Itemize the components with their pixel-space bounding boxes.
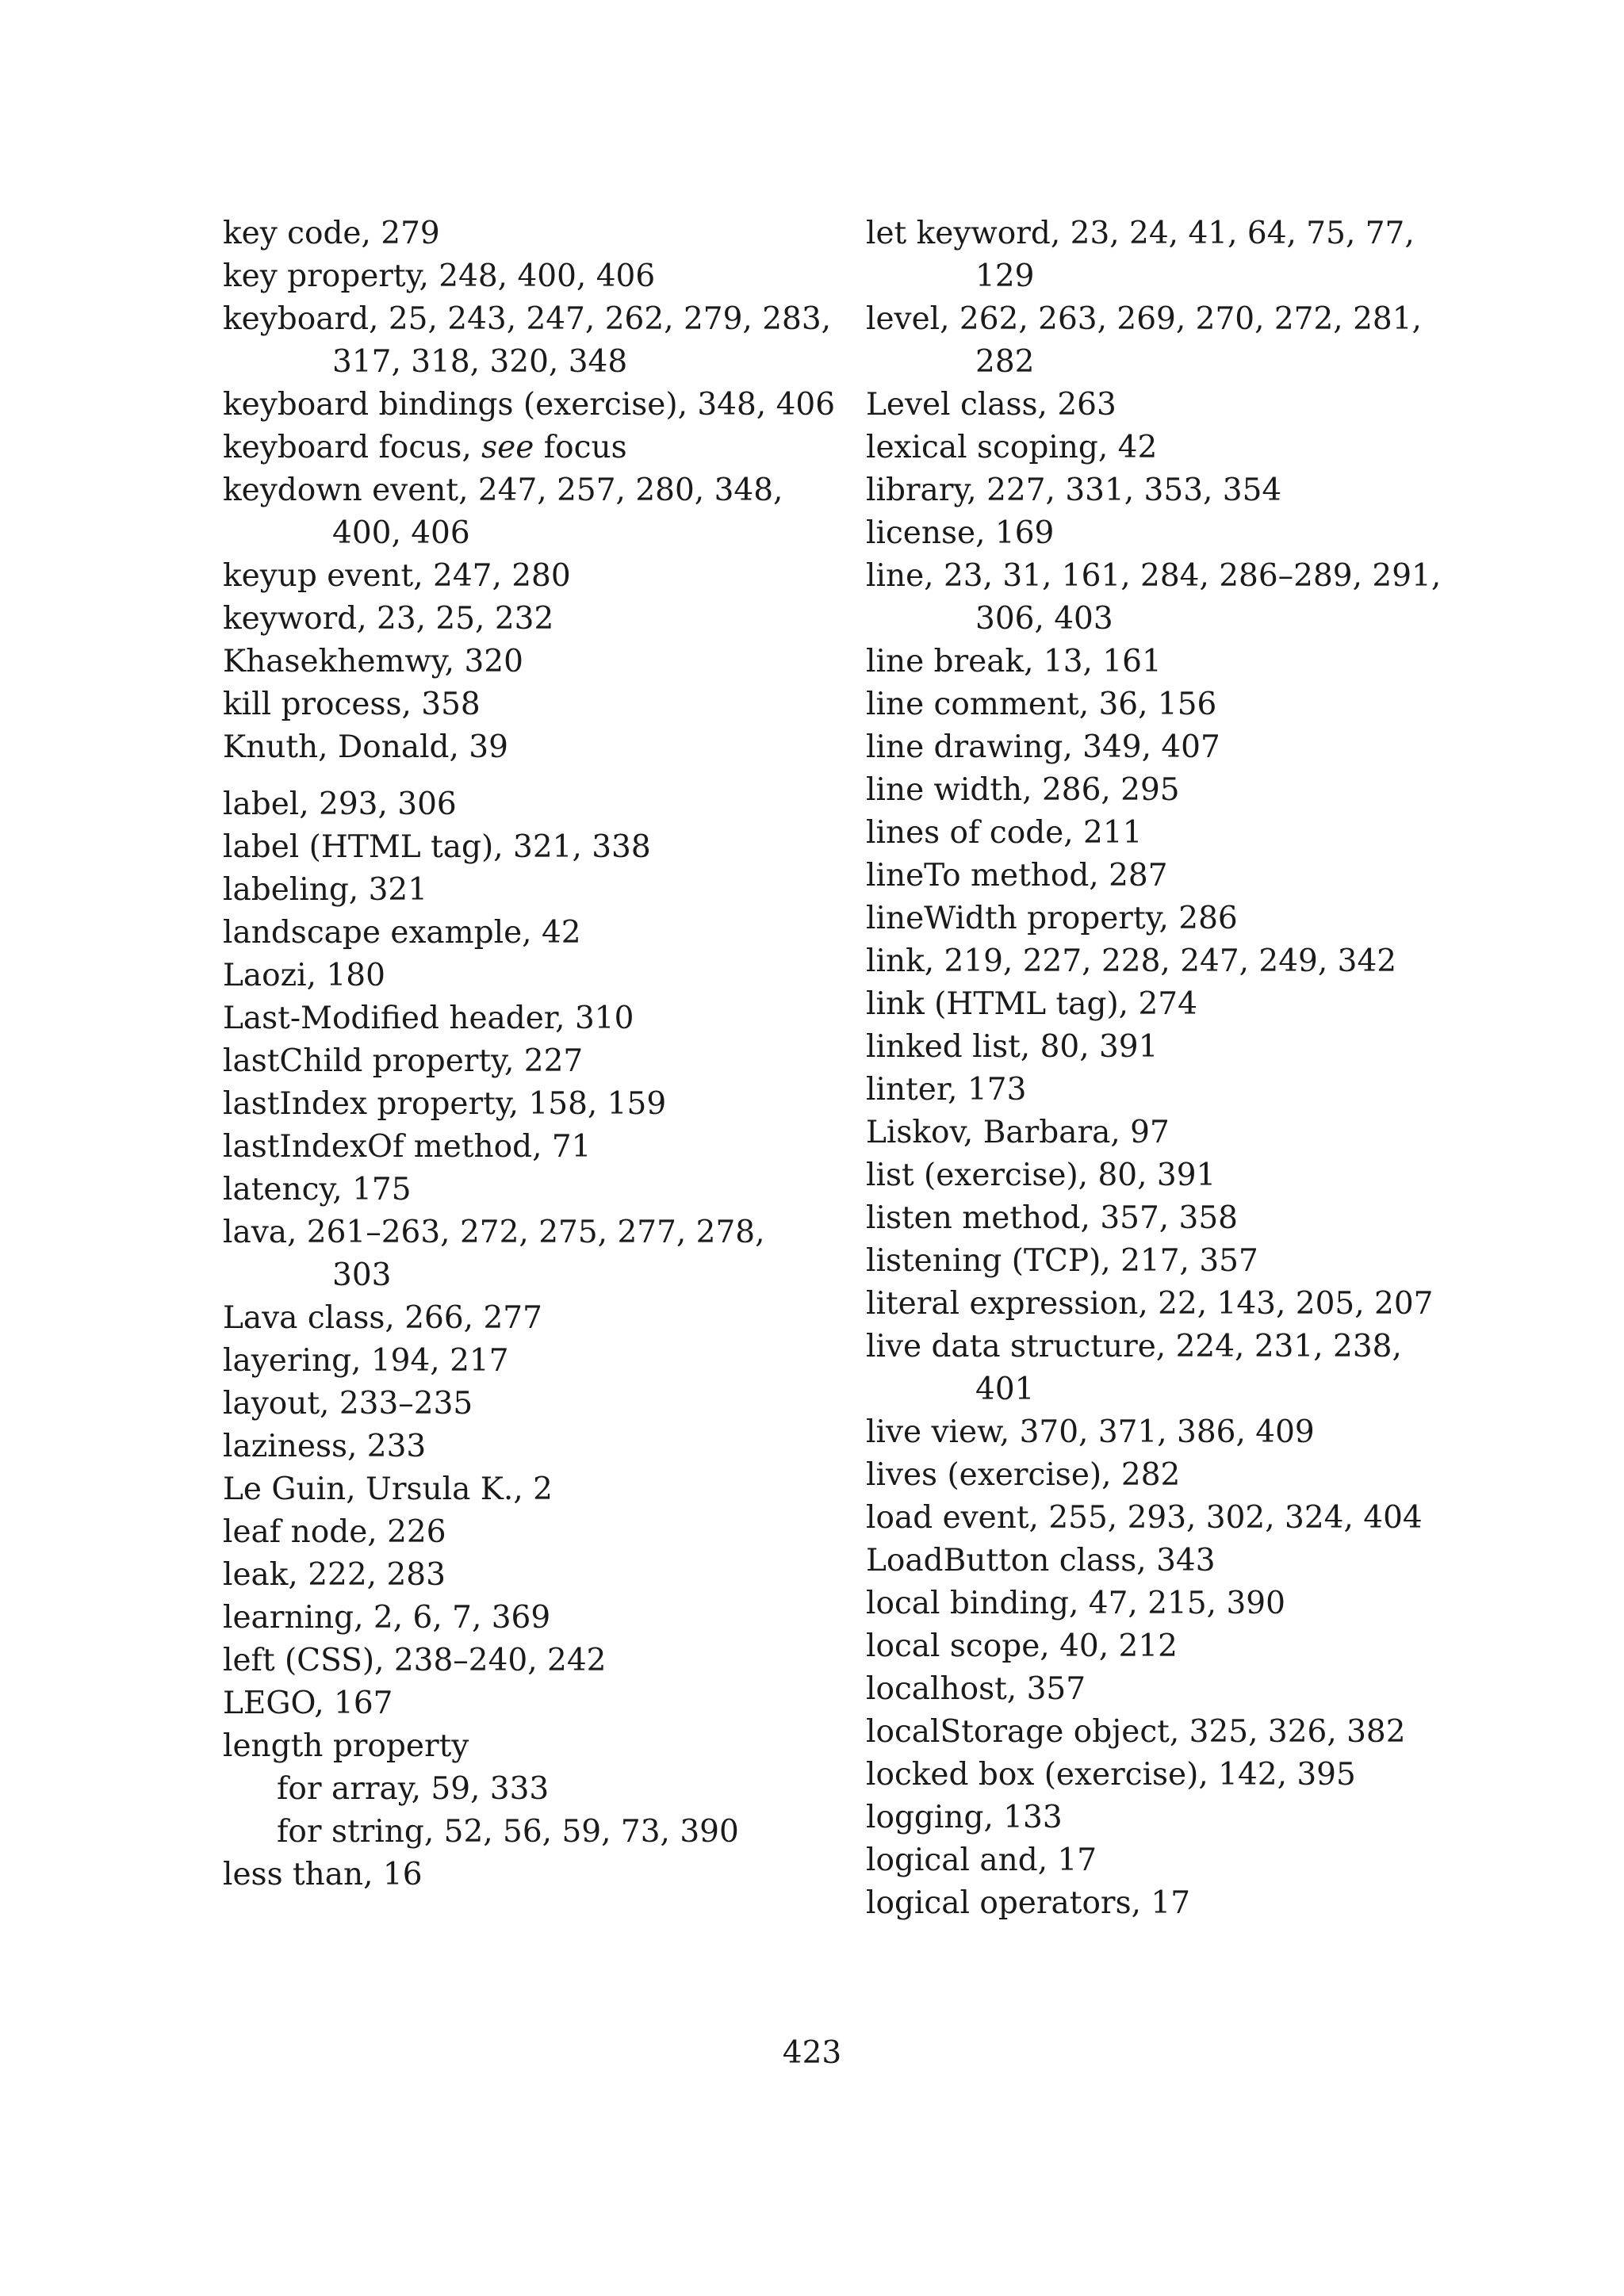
index-entry: Last-Modified header, 310: [223, 1001, 634, 1036]
index-entry: keyboard bindings (exercise), 348, 406: [223, 387, 836, 423]
index-entry: latency, 175: [223, 1172, 412, 1207]
index-entry: library, 227, 331, 353, 354: [866, 473, 1282, 508]
index-entry: Laozi, 180: [223, 958, 385, 993]
index-entry: linter, 173: [866, 1072, 1027, 1108]
index-entry: key property, 248, 400, 406: [223, 258, 656, 294]
index-entry: localhost, 357: [866, 1671, 1086, 1707]
index-entry: link, 219, 227, 228, 247, 249, 342: [866, 943, 1397, 979]
index-entry: Liskov, Barbara, 97: [866, 1115, 1170, 1150]
index-entry: keyboard, 25, 243, 247, 262, 279, 283,: [223, 301, 832, 337]
index-entry-continuation: 282: [975, 344, 1035, 380]
index-entry: let keyword, 23, 24, 41, 64, 75, 77,: [866, 216, 1415, 251]
index-entry: labeling, 321: [223, 872, 428, 908]
index-entry: kill process, 358: [223, 687, 481, 722]
index-entry: localStorage object, 325, 326, 382: [866, 1714, 1406, 1750]
index-entry-continuation: 306, 403: [975, 601, 1113, 637]
index-entry: line comment, 36, 156: [866, 687, 1217, 722]
index-column-left: [223, 212, 836, 1896]
index-entry: logical operators, 17: [866, 1885, 1191, 1921]
index-entry: lexical scoping, 42: [866, 430, 1158, 465]
index-entry-continuation: 401: [975, 1372, 1035, 1407]
index-entry-see-reference: [223, 427, 802, 469]
index-subentry: for array, 59, 333: [277, 1771, 550, 1807]
index-entry: laziness, 233: [223, 1429, 427, 1464]
index-entry-continuation: 317, 318, 320, 348: [332, 344, 628, 380]
index-entry: lineWidth property, 286: [866, 901, 1238, 936]
index-entry: local scope, 40, 212: [866, 1628, 1178, 1664]
see-target: focus: [543, 430, 627, 465]
index-entry: label, 293, 306: [223, 786, 457, 822]
index-entry: landscape example, 42: [223, 915, 581, 951]
index-entry: Lava class, 266, 277: [223, 1300, 542, 1336]
index-entry: local binding, 47, 215, 390: [866, 1586, 1285, 1621]
page-number: 423: [782, 2035, 842, 2071]
index-entry: live data structure, 224, 231, 238,: [866, 1329, 1402, 1364]
index-entry: list (exercise), 80, 391: [866, 1158, 1216, 1193]
index-entry-continuation: 129: [975, 258, 1035, 294]
index-entry: Knuth, Donald, 39: [223, 729, 508, 765]
index-entry: live view, 370, 371, 386, 409: [866, 1414, 1315, 1450]
index-entry: lines of code, 211: [866, 815, 1143, 851]
index-entry: LoadButton class, 343: [866, 1543, 1216, 1578]
index-entry: lineTo method, 287: [866, 858, 1168, 894]
index-entry: lives (exercise), 282: [866, 1457, 1181, 1493]
see-label: see: [481, 430, 534, 465]
index-entry: literal expression, 22, 143, 205, 207: [866, 1286, 1434, 1322]
index-entry: left (CSS), 238–240, 242: [223, 1643, 607, 1678]
index-entry: license, 169: [866, 515, 1055, 551]
index-entry: logical and, 17: [866, 1843, 1097, 1878]
index-entry: keyword, 23, 25, 232: [223, 601, 554, 637]
entry-term: keyboard focus,: [223, 430, 472, 465]
index-entry: keydown event, 247, 257, 280, 348,: [223, 473, 783, 508]
index-entry: length property: [223, 1728, 469, 1764]
index-entry: keyup event, 247, 280: [223, 558, 571, 594]
index-entry: line width, 286, 295: [866, 772, 1180, 808]
index-entry: Khasekhemwy, 320: [223, 644, 523, 679]
index-entry: line break, 13, 161: [866, 644, 1162, 679]
index-entry: leak, 222, 283: [223, 1557, 446, 1593]
index-entry: leaf node, 226: [223, 1514, 446, 1550]
index-entry-continuation: 400, 406: [332, 515, 470, 551]
index-entry: layering, 194, 217: [223, 1343, 509, 1379]
index-entry: label (HTML tag), 321, 338: [223, 829, 651, 865]
index-entry: LEGO, 167: [223, 1686, 393, 1721]
index-entry: learning, 2, 6, 7, 369: [223, 1600, 551, 1636]
index-entry: link (HTML tag), 274: [866, 986, 1197, 1022]
index-entry: linked list, 80, 391: [866, 1029, 1159, 1065]
index-entry: level, 262, 263, 269, 270, 272, 281,: [866, 301, 1422, 337]
index-entry: listening (TCP), 217, 357: [866, 1243, 1258, 1279]
index-entry: locked box (exercise), 142, 395: [866, 1757, 1356, 1793]
index-entry: line, 23, 31, 161, 284, 286–289, 291,: [866, 558, 1442, 594]
index-entry: Le Guin, Ursula K., 2: [223, 1471, 553, 1507]
index-subentry: for string, 52, 56, 59, 73, 390: [277, 1814, 739, 1850]
index-column-right: [866, 212, 1442, 1925]
index-entry: lava, 261–263, 272, 275, 277, 278,: [223, 1215, 765, 1250]
index-entry: lastChild property, 227: [223, 1043, 584, 1079]
index-entry: load event, 255, 293, 302, 324, 404: [866, 1500, 1423, 1536]
index-entry: less than, 16: [223, 1857, 423, 1892]
index-entry: lastIndexOf method, 71: [223, 1129, 592, 1165]
index-entry: line drawing, 349, 407: [866, 729, 1220, 765]
index-entry: layout, 233–235: [223, 1386, 473, 1422]
index-entry: Level class, 263: [866, 387, 1116, 423]
index-entry: key code, 279: [223, 216, 440, 251]
index-entry: listen method, 357, 358: [866, 1200, 1238, 1236]
index-entry: lastIndex property, 158, 159: [223, 1086, 667, 1122]
index-entry: logging, 133: [866, 1800, 1063, 1835]
index-entry-continuation: 303: [332, 1257, 392, 1293]
